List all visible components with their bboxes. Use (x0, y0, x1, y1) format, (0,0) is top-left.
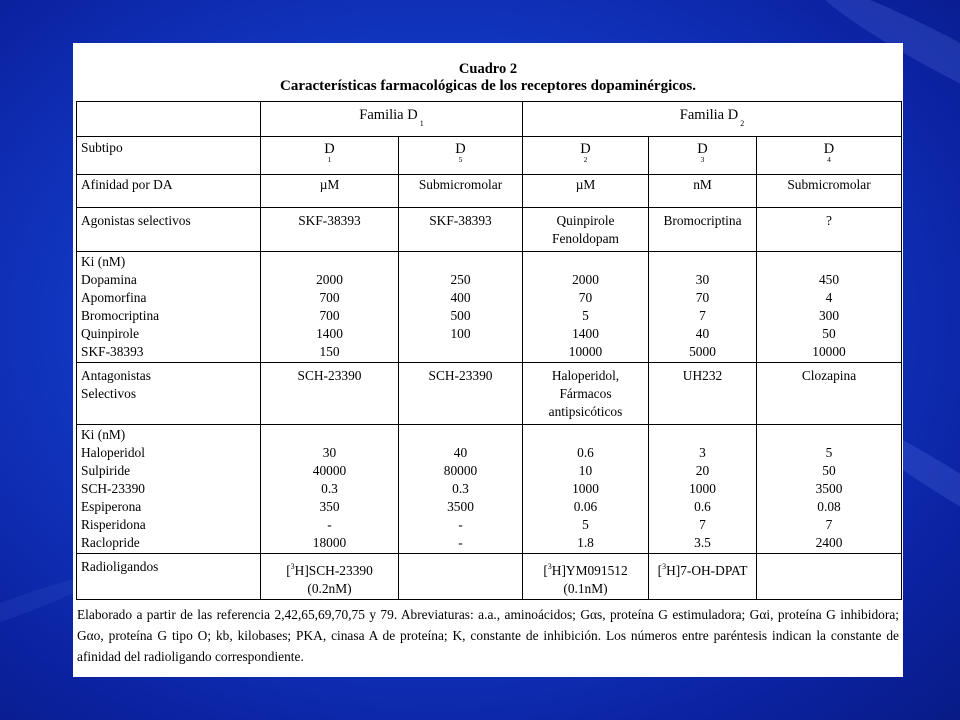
ki-value: 400 (450, 290, 471, 305)
subtype-subscript: 1 (327, 155, 332, 164)
subtype-symbol: D (823, 141, 835, 157)
drug-name: Quinpirole (81, 326, 140, 341)
affinity-cell: µM (261, 175, 399, 208)
title-line-2: Características farmacológicas de los receptores dopaminérgicos. (279, 78, 696, 94)
radioligand-name: [$^3$H]7-OH-DPAT (657, 562, 748, 578)
ki-value: 5000 (689, 344, 716, 359)
subtype-row (77, 137, 902, 175)
radioligand-text: H]7-OH-DPAT (666, 563, 748, 578)
row-label-line: Antagonistas (81, 368, 151, 383)
radioligand-name: [$^3$H]SCH-23390 (286, 562, 373, 578)
spacer (653, 426, 752, 444)
agonist-name: Quinpirole (556, 213, 615, 228)
ki-value: 2000 (316, 272, 343, 287)
subtype-symbol: D (455, 141, 466, 157)
ki-value: 7 (825, 517, 833, 532)
agonist-cell (523, 208, 649, 252)
ki-value: 40 (695, 326, 710, 341)
agonists-row (77, 208, 902, 252)
radioligand-cell (523, 554, 649, 600)
agonist-name: SKF-38393 (298, 213, 361, 228)
radioligand-cell (649, 554, 757, 600)
ki-value: - (458, 535, 463, 550)
ki-value: 350 (319, 499, 340, 514)
row-label-line: Selectivos (81, 386, 137, 401)
family-subscript: 2 (740, 118, 745, 128)
drug-name: SCH-23390 (81, 481, 145, 496)
antagonist-cell (649, 363, 757, 425)
ki-value: - (458, 517, 463, 532)
antagonist-name: UH232 (682, 368, 723, 383)
family-subscript: 1 (419, 118, 424, 128)
agonist-cell (649, 208, 757, 252)
ki-value: 3500 (815, 481, 843, 496)
antagonist-name: SCH-23390 (428, 368, 493, 383)
ki-value: 80000 (443, 463, 478, 478)
ki-value: 1000 (572, 481, 599, 496)
ki-value: 70 (578, 290, 593, 305)
ki-value: 0.3 (452, 481, 469, 496)
radioligand-affinity: (0.2nM) (307, 581, 352, 596)
spacer (265, 253, 394, 271)
antagonist-name: SCH-23390 (297, 368, 362, 383)
ki-value: 0.6 (694, 499, 711, 514)
family-header (523, 102, 902, 137)
isotope-superscript: 3 (290, 562, 295, 571)
ki-values-cell (523, 425, 649, 554)
subtype-subscript: 5 (458, 155, 463, 164)
ki-values-cell (261, 425, 399, 554)
agonist-cell (261, 208, 399, 252)
drug-name: Haloperidol (81, 445, 145, 460)
spacer (527, 426, 644, 444)
spacer (761, 426, 897, 444)
ki-antagonists-block (77, 425, 902, 554)
ki-values-cell (649, 252, 757, 363)
ki-value: 40000 (312, 463, 347, 478)
antagonists-row (77, 363, 902, 425)
ki-value: 2400 (815, 535, 843, 550)
ki-value: 1.8 (577, 535, 594, 550)
ki-value: 0.3 (321, 481, 338, 496)
ki-value: 10000 (568, 344, 603, 359)
ki-heading: Ki (nM) (81, 427, 126, 442)
antagonist-cell (399, 363, 523, 425)
ki-values-cell (261, 252, 399, 363)
ki-values-cell (399, 252, 523, 363)
agonist-name: Bromocriptina (663, 213, 742, 228)
antagonist-name: Haloperidol, (551, 368, 620, 383)
ki-value: 50 (822, 463, 836, 478)
spacer (527, 253, 644, 271)
subtype-cell (261, 137, 399, 175)
subtype-symbol: D (580, 141, 591, 157)
drug-name: Sulpiride (81, 463, 131, 478)
agonist-cell (757, 208, 902, 252)
ki-agonists-block (77, 252, 902, 363)
drug-name: Raclopride (81, 535, 140, 550)
ki-value: 3 (699, 445, 706, 460)
ki-value: 5 (582, 308, 589, 323)
table-title (73, 61, 903, 95)
ki-value: 50 (822, 326, 836, 341)
ki-value: 18000 (312, 535, 347, 550)
ki-value: - (327, 517, 332, 532)
ki-value: 0.08 (817, 499, 841, 514)
family-name: Familia D (359, 106, 418, 123)
ki-value: 4 (825, 290, 833, 305)
ki-value: 1000 (689, 481, 716, 496)
antagonist-name: Fármacos (559, 386, 612, 401)
row-label (77, 363, 261, 425)
ki-value: 700 (319, 308, 340, 323)
empty-cell (77, 102, 261, 137)
agonist-name: SKF-38393 (429, 213, 492, 228)
ki-values-cell (757, 425, 902, 554)
title-line-1: Cuadro 2 (458, 61, 518, 77)
antagonist-name: Clozapina (801, 368, 857, 383)
subtype-cell (399, 137, 523, 175)
spacer (403, 253, 518, 271)
family-row (77, 102, 902, 137)
ki-label-cell (77, 425, 261, 554)
radioligand-text: H]SCH-23390 (294, 563, 373, 578)
agonist-cell (399, 208, 523, 252)
affinity-cell: Submicromolar (757, 175, 902, 208)
spacer (653, 253, 752, 271)
ki-value: 150 (319, 344, 340, 359)
ki-value: 5 (582, 517, 589, 532)
subtype-cell (523, 137, 649, 175)
ki-value: 40 (453, 445, 468, 460)
agonist-name: ? (826, 213, 832, 228)
spacer (265, 426, 394, 444)
receptor-table (76, 101, 902, 600)
ki-values-cell (757, 252, 902, 363)
ki-value: 100 (450, 326, 471, 341)
radioligand-row (77, 554, 902, 600)
subtype-subscript: 2 (583, 155, 588, 164)
subtype-symbol: D (324, 141, 335, 157)
row-label: Agonistas selectivos (77, 208, 261, 252)
row-label: Subtipo (77, 137, 261, 175)
ki-value: 7 (699, 308, 706, 323)
antagonist-cell (757, 363, 902, 425)
affinity-cell: nM (649, 175, 757, 208)
drug-name: Apomorfina (81, 290, 147, 305)
subtype-subscript: 3 (700, 155, 705, 164)
antagonist-cell (523, 363, 649, 425)
drug-name: SKF-38393 (81, 344, 144, 359)
ki-value: 20 (695, 463, 710, 478)
ki-value: 30 (695, 272, 710, 287)
isotope-superscript: 3 (547, 562, 552, 571)
ki-value: 250 (450, 272, 471, 287)
subtype-cell (649, 137, 757, 175)
radioligand-cell (399, 554, 523, 600)
radioligand-text: H]YM091512 (551, 563, 628, 578)
radioligand-cell (757, 554, 902, 600)
ki-value: 30 (322, 445, 337, 460)
ki-heading: Ki (nM) (81, 254, 126, 269)
document-page (73, 43, 903, 677)
ki-label-cell (77, 252, 261, 363)
ki-value: 10000 (812, 344, 846, 359)
ki-value: 5 (825, 445, 833, 460)
affinity-row (77, 175, 902, 208)
spacer (403, 426, 518, 444)
spacer (761, 253, 897, 271)
subtype-cell (757, 137, 902, 175)
ki-value: 300 (818, 308, 840, 323)
ki-value: 500 (450, 308, 471, 323)
ki-value: 700 (319, 290, 340, 305)
agonist-name: Fenoldopam (552, 231, 619, 246)
isotope-superscript: 3 (662, 562, 667, 571)
radioligand-name: [$^3$H]YM091512 (543, 562, 628, 578)
radioligand-cell (261, 554, 399, 600)
row-label: Afinidad por DA (77, 175, 261, 208)
ki-value: 3.5 (694, 535, 711, 550)
drug-name: Bromocriptina (81, 308, 160, 323)
drug-name: Risperidona (81, 517, 146, 532)
ki-values-cell (523, 252, 649, 363)
ki-values-cell (399, 425, 523, 554)
ki-value: 450 (818, 272, 840, 287)
antagonist-name: antipsicóticos (548, 404, 623, 419)
footnote: Elaborado a partir de las referencia 2,42,65,69,70,75 y 79. Abreviaturas: a.a., aminoácidos; Gαs, proteína G estimuladora; Gαi, proteína G inhibidora; Gαo, proteína G tipo O; kb, kilobases; PKA, cinasa A de proteína; K, constante de inhibición. Los números entre paréntesis indican la constante de afinidad del radioligando correspondiente. (77, 607, 899, 664)
ki-value: 10 (578, 463, 593, 478)
drug-name: Dopamina (81, 272, 137, 287)
ki-values-cell (649, 425, 757, 554)
antagonist-cell (261, 363, 399, 425)
ki-value: 0.6 (577, 445, 594, 460)
radioligand-affinity: (0.1nM) (563, 581, 608, 596)
ki-value: 3500 (447, 499, 474, 514)
ki-value: 70 (695, 290, 710, 305)
subtype-subscript: 4 (827, 155, 831, 164)
ki-value: 1400 (316, 326, 343, 341)
affinity-cell: Submicromolar (399, 175, 523, 208)
affinity-cell: µM (523, 175, 649, 208)
row-label: Radioligandos (77, 554, 261, 600)
family-header (261, 102, 523, 137)
subtype-symbol: D (697, 141, 708, 157)
drug-name: Espiperona (81, 499, 142, 514)
ki-value: 0.06 (573, 499, 598, 514)
ki-value: 2000 (572, 272, 599, 287)
family-name: Familia D (679, 106, 739, 123)
ki-value: 7 (699, 517, 706, 532)
ki-value: 1400 (572, 326, 599, 341)
